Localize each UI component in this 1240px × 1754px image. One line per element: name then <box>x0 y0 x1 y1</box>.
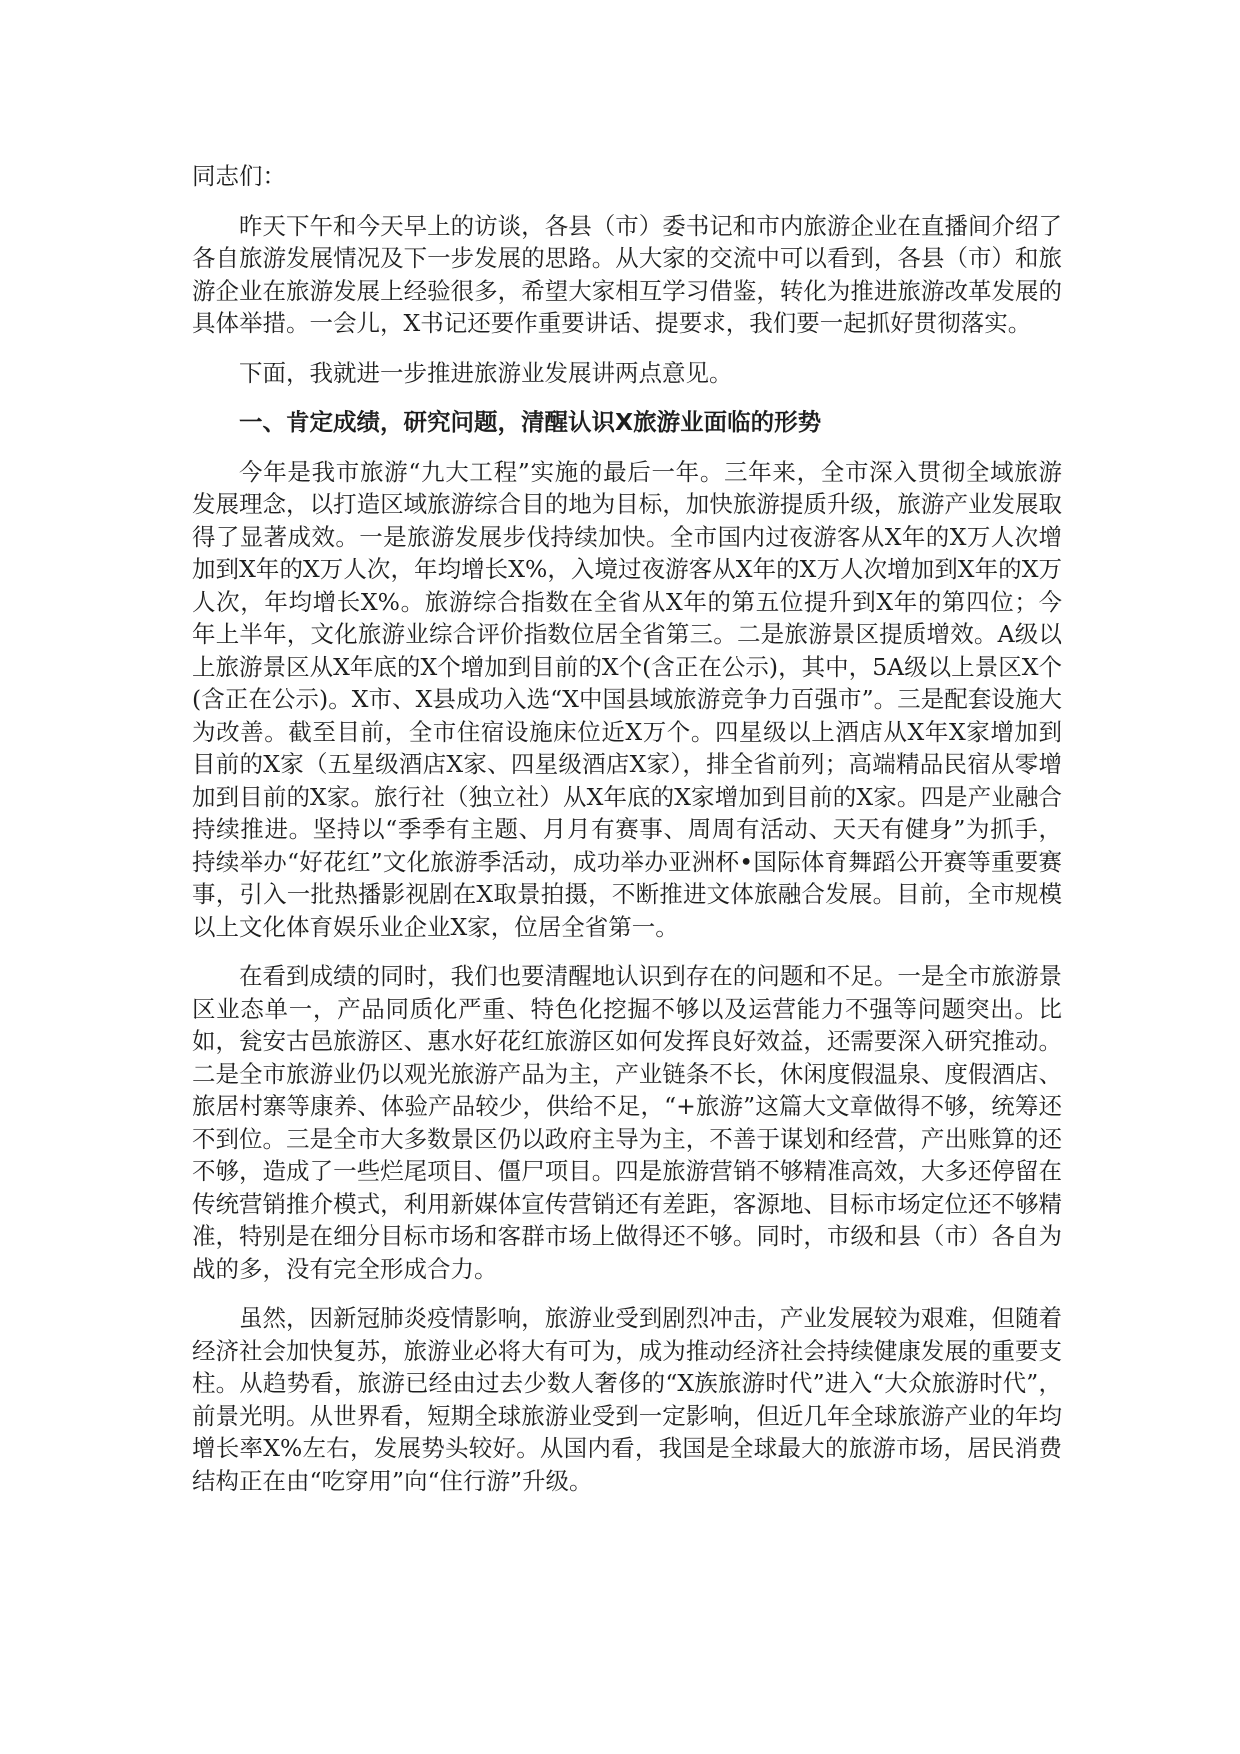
document-body <box>192 160 1062 1514</box>
paragraph-outlook: 虽然，因新冠肺炎疫情影响，旅游业受到剧烈冲击，产业发展较为艰难，但随着经济社会加快复苏，旅游业必将大有可为，成为推动经济社会持续健康发展的重要支柱。从趋势看，旅游已经由过去少数人奢侈的“X族旅游时代”进入“大众旅游时代”，前景光明。从世界看，短期全球旅游业受到一定影响，但近几年全球旅游产业的年均增长率X%左右，发展势头较好。从国内看，我国是全球最大的旅游市场，居民消费结构正在由“吃穿用”向“住行游”升级。 <box>192 1304 1062 1495</box>
paragraph-intro: 昨天下午和今天早上的访谈，各县（市）委书记和市内旅游企业在直播间介绍了各自旅游发展情况及下一步发展的思路。从大家的交流中可以看到，各县（市）和旅游企业在旅游发展上经验很多，希望大家相互学习借鉴，转化为推进旅游改革发展的具体举措。一会儿，X书记还要作重要讲话、提要求，我们要一起抓好贯彻落实。 <box>192 211 1062 337</box>
paragraph-achievements: 今年是我市旅游“九大工程”实施的最后一年。三年来，全市深入贯彻全域旅游发展理念，以打造区域旅游综合目的地为目标，加快旅游提质升级，旅游产业发展取得了显著成效。一是旅游发展步伐持续加快。全市国内过夜游客从X年的X万人次增加到X年的X万人次，年均增长X%，入境过夜游客从X年的X万人次增加到X年的X万人次，年均增长X%。旅游综合指数在全省从X年的第五位提升到X年的第四位；今年上半年，文化旅游业综合评价指数位居全省第三。二是旅游景区提质增效。A级以上旅游景区从X年底的X个增加到目前的X个(含正在公示)，其中，5A级以上景区X个(含正在公示)。X市、X县成功入选“X中国县域旅游竞争力百强市”。三是配套设施大为改善。截至目前，全市住宿设施床位近X万个。四星级以上酒店从X年X家增加到目前的X家（五星级酒店X家、四星级酒店X家），排全省前列；高端精品民宿从零增加到目前的X家。旅行社（独立社）从X年底的X家增加到目前的X家。四是产业融合持续推进。坚持以“季季有主题、月月有赛事、周周有活动、天天有健身”为抓手，持续举办“好花红”文化旅游季活动，成功举办亚洲杯•国际体育舞蹈公开赛等重要赛事，引入一批热播影视剧在X取景拍摄，不断推进文体旅融合发展。目前，全市规模以上文化体育娱乐业企业X家，位居全省第一。 <box>192 457 1062 941</box>
section-heading-1: 一、肯定成绩，研究问题，清醒认识X旅游业面临的形势 <box>239 408 822 436</box>
paragraph-problems: 在看到成绩的同时，我们也要清醒地认识到存在的问题和不足。一是全市旅游景区业态单一，产品同质化严重、特色化挖掘不够以及运营能力不强等问题突出。比如，瓮安古邑旅游区、惠水好花红旅游区如何发挥良好效益，还需要深入研究推动。二是全市旅游业仍以观光旅游产品为主，产业链条不长，休闲度假温泉、度假酒店、旅居村寨等康养、体验产品较少，供给不足，“+旅游”这篇大文章做得不够，统筹还不到位。三是全市大多数景区仍以政府主导为主，不善于谋划和经营，产出账算的还不够，造成了一些烂尾项目、僵尸项目。四是旅游营销不够精准高效，大多还停留在传统营销推介模式，利用新媒体宣传营销还有差距，客源地、目标市场定位还不够精准，特别是在细分目标市场和客群市场上做得还不够。同时，市级和县（市）各自为战的多，没有完全形成合力。 <box>192 962 1062 1283</box>
salutation: 同志们： <box>192 162 286 190</box>
paragraph-overview: 下面，我就进一步推进旅游业发展讲两点意见。 <box>239 358 733 387</box>
